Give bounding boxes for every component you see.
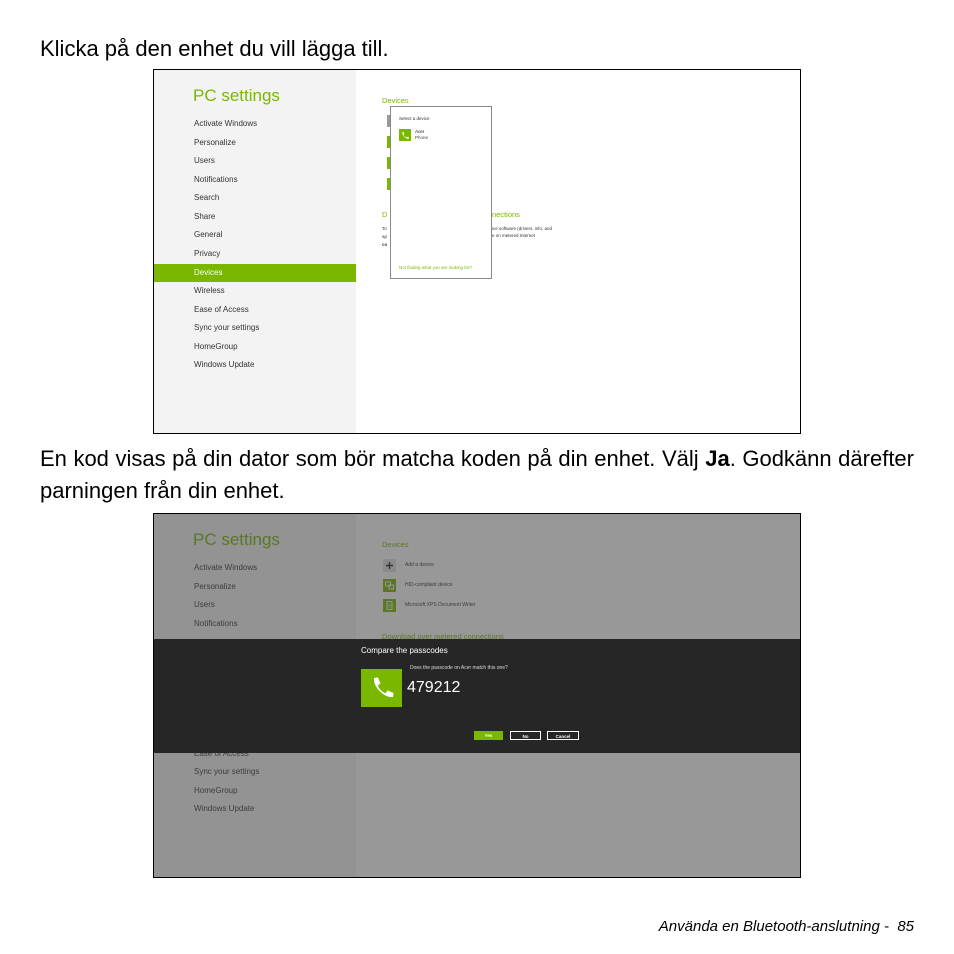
page-footer: [659, 918, 914, 935]
screenshot-select-device: [153, 69, 801, 434]
select-device-flyout: [390, 106, 492, 279]
yes-emphasis: Ja: [705, 446, 730, 471]
sidebar-item-general[interactable]: General: [194, 230, 223, 239]
sidebar-title: PC settings: [193, 86, 280, 105]
sidebar-item-homegroup[interactable]: HomeGroup: [194, 342, 238, 351]
sidebar-item-activate-windows[interactable]: Activate Windows: [194, 119, 258, 128]
phone-icon[interactable]: [399, 129, 411, 141]
sidebar-item-share[interactable]: Share: [194, 212, 216, 221]
sidebar-item-search[interactable]: Search: [194, 193, 220, 202]
text-fragment: ice software (drivers, info, and: [492, 226, 553, 231]
sidebar-item-wireless[interactable]: Wireless: [194, 286, 225, 295]
screenshot-compare-passcodes: [153, 513, 801, 878]
passcode: 479212: [407, 679, 461, 696]
text-fragment: e on metered Internet: [492, 233, 536, 238]
page-number: 85: [897, 918, 914, 935]
text-fragment: To: [382, 226, 387, 231]
sidebar-item-ease-of-access[interactable]: Ease of Access: [194, 305, 249, 314]
flyout-title: Select a device: [399, 116, 430, 121]
dialog-title: Compare the passcodes: [361, 646, 448, 655]
devices-heading: Devices: [382, 96, 409, 105]
sidebar-item-notifications[interactable]: Notifications: [194, 175, 238, 184]
device-name[interactable]: Acer: [415, 129, 425, 134]
compare-passcodes-dialog: [154, 639, 800, 753]
no-button[interactable]: No: [510, 731, 541, 740]
metered-heading-fragment: nections: [492, 210, 520, 219]
not-finding-link[interactable]: Not finding what you are looking for?: [399, 265, 473, 270]
sidebar-item-windows-update[interactable]: Windows Update: [194, 360, 255, 369]
cancel-button[interactable]: Cancel: [547, 731, 579, 740]
dialog-question: Does the passcode on Acer match this one?: [410, 665, 508, 671]
instruction-step-1: Klicka på den enhet du vill lägga till.: [40, 36, 389, 61]
footer-text: Använda en Bluetooth-anslutning -: [658, 918, 889, 935]
settings-sidebar: [154, 70, 356, 433]
sidebar-item-personalize[interactable]: Personalize: [194, 138, 236, 147]
yes-button[interactable]: Yes: [474, 731, 503, 740]
phone-icon: [361, 669, 402, 707]
instruction-step-2: En kod visas på din dator som bör matcha koden på din enhet. Välj Ja. Godkänn därefter parningen från din enhet.: [40, 446, 914, 503]
text-fragment: ap: [382, 234, 388, 239]
sidebar-item-devices[interactable]: Devices: [154, 264, 356, 282]
sidebar-item-privacy[interactable]: Privacy: [194, 249, 221, 258]
sidebar-item-users[interactable]: Users: [194, 156, 215, 165]
device-type: Phone: [415, 135, 429, 140]
sidebar-item-sync-settings[interactable]: Sync your settings: [194, 323, 260, 332]
text-fragment: co: [382, 242, 388, 247]
metered-heading-fragment: D: [382, 210, 388, 219]
